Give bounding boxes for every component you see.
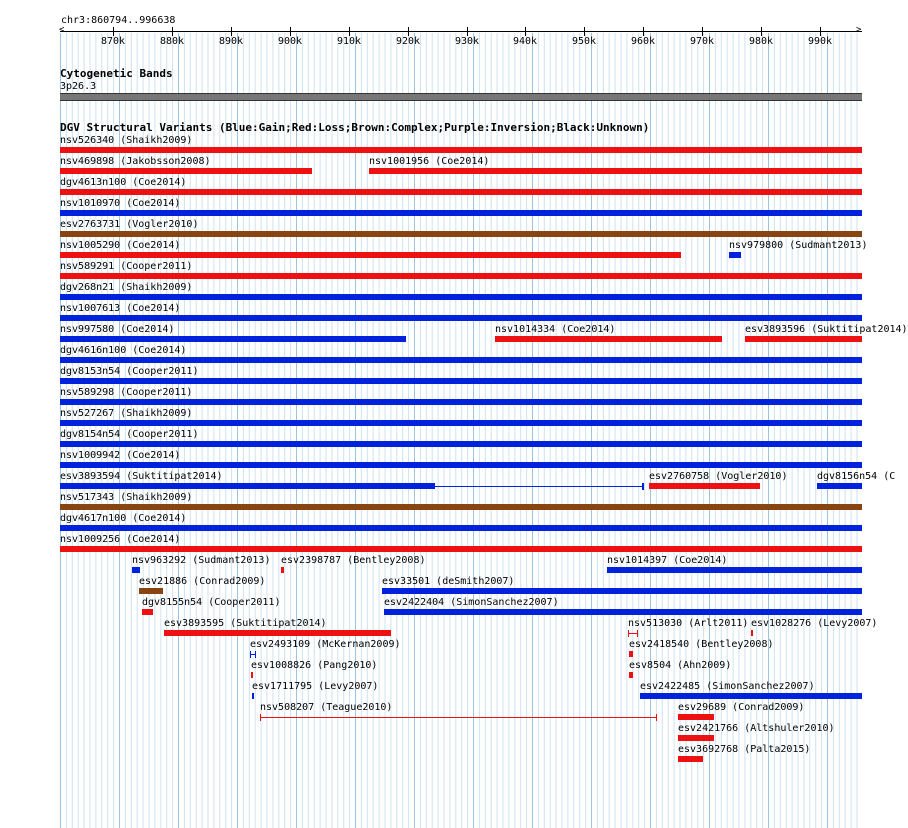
ruler-tick-mark [584,27,585,36]
sv-feature-label[interactable]: esv1028276 (Levy2007) [751,618,878,629]
ruler-tick-mark [290,27,291,36]
sv-feature-label[interactable]: nsv1014397 (Coe2014) [607,555,728,566]
ruler-tick-label: 960k [630,36,656,47]
sv-feature-label[interactable]: nsv1001956 (Coe2014) [369,156,490,167]
ruler-tick-mark [702,27,703,36]
sv-feature-bar[interactable] [251,672,253,678]
sv-feature-label[interactable]: dgv8153n54 (Cooper2011) [60,366,199,377]
sv-feature-label[interactable]: nsv1007613 (Coe2014) [60,303,181,314]
sv-feature-bar[interactable] [817,483,862,489]
sv-feature-bar[interactable] [60,378,862,384]
sv-feature-label[interactable]: esv33501 (deSmith2007) [382,576,515,587]
sv-feature-bar[interactable] [678,735,714,741]
sv-feature-label[interactable]: esv3692768 (Palta2015) [678,744,811,755]
ruler-tick-label: 970k [689,36,715,47]
sv-feature-endcap [637,630,638,637]
sv-feature-label[interactable]: esv2418540 (Bentley2008) [629,639,774,650]
sv-feature-bar[interactable] [384,609,862,615]
sv-feature-bar[interactable] [60,189,862,195]
sv-feature-endcap [250,651,251,658]
ruler-tick-mark [349,27,350,36]
sv-feature-label[interactable]: esv29689 (Conrad2009) [678,702,805,713]
ruler-coordinate-label: chr3:860794..996638 [61,15,176,26]
sv-feature-label[interactable]: nsv469898 (Jakobsson2008) [60,156,211,167]
ruler-tick-mark [820,27,821,36]
sv-feature-bar[interactable] [382,588,862,594]
sv-feature-label[interactable]: nsv589298 (Cooper2011) [60,387,193,398]
sv-feature-bar[interactable] [60,525,862,531]
sv-feature-label[interactable]: nsv1009256 (Coe2014) [60,534,181,545]
ruler-tick-mark [525,27,526,36]
sv-feature-label[interactable]: esv21886 (Conrad2009) [139,576,266,587]
sv-feature-label[interactable]: nsv1005290 (Coe2014) [60,240,181,251]
cytoband-bar[interactable] [60,93,862,101]
ruler-tick-label: 910k [336,36,362,47]
sv-feature-bar[interactable] [649,483,760,489]
sv-feature-label[interactable]: dgv8156n54 (C [817,471,896,482]
sv-feature-label[interactable]: dgv268n21 (Shaikh2009) [60,282,193,293]
sv-feature-label[interactable]: esv2422485 (SimonSanchez2007) [640,681,815,692]
sv-feature-bar[interactable] [678,714,714,720]
ruler-tick-mark [408,27,409,36]
sv-feature-label[interactable]: nsv1009942 (Coe2014) [60,450,181,461]
ruler-tick-label: 980k [748,36,774,47]
sv-feature-bar[interactable] [60,441,862,447]
sv-feature-label[interactable]: nsv997580 (Coe2014) [60,324,175,335]
sv-feature-label[interactable]: esv3893596 (Suktitipat2014) [745,324,908,335]
ruler-tick-label: 890k [218,36,244,47]
sv-feature-endcap [628,630,629,637]
ruler-tick-mark [231,27,232,36]
sv-feature-bar[interactable] [252,693,254,699]
sv-feature-label[interactable]: esv2763731 (Vogler2010) [60,219,199,230]
ruler-tick-label: 870k [100,36,126,47]
ruler-tick-label: 930k [454,36,480,47]
sv-feature-bar[interactable] [640,693,862,699]
sv-feature-bar[interactable] [60,168,312,174]
sv-feature-label[interactable]: dgv8154n54 (Cooper2011) [60,429,199,440]
sv-feature-bar[interactable] [142,609,153,615]
sv-feature-label[interactable]: nsv526340 (Shaikh2009) [60,135,193,146]
ruler-tick-label: 940k [512,36,538,47]
ruler-tick-mark [113,27,114,36]
sv-feature-endcap [260,714,261,721]
sv-feature-bar[interactable] [745,336,862,342]
sv-feature-label[interactable]: esv1711795 (Levy2007) [252,681,379,692]
sv-feature-bar[interactable] [729,252,741,258]
sv-feature-bar[interactable] [60,147,862,153]
sv-feature-label[interactable]: nsv517343 (Shaikh2009) [60,492,193,503]
sv-feature-bar[interactable] [60,483,435,489]
sv-feature-label[interactable]: nsv963292 (Sudmant2013) [132,555,271,566]
sv-feature-label[interactable]: esv3893594 (Suktitipat2014) [60,471,223,482]
ruler-tick-mark [172,27,173,36]
sv-feature-bar[interactable] [60,357,862,363]
ruler-tick-label: 920k [395,36,421,47]
sv-feature-label[interactable]: esv2493109 (McKernan2009) [250,639,401,650]
sv-feature-bar[interactable] [60,273,862,279]
sv-feature-bar[interactable] [60,252,681,258]
sv-feature-bar[interactable] [281,567,284,573]
sv-feature-bar[interactable] [60,546,862,552]
sv-feature-endcap [656,714,657,721]
sv-feature-label[interactable]: dgv4617n100 (Coe2014) [60,513,187,524]
ruler-left-arrow: < [59,25,65,35]
sv-feature-label[interactable]: dgv8155n54 (Cooper2011) [142,597,281,608]
sv-feature-connector[interactable] [435,486,642,487]
ruler-tick-label: 880k [159,36,185,47]
sv-feature-bar[interactable] [60,420,862,426]
sv-feature-bar[interactable] [60,315,862,321]
sv-feature-label[interactable]: esv1008826 (Pang2010) [251,660,378,671]
sv-feature-label[interactable]: esv2421766 (Altshuler2010) [678,723,835,734]
sv-feature-label[interactable]: nsv1010970 (Coe2014) [60,198,181,209]
sv-feature-span[interactable] [260,717,657,718]
sv-feature-label[interactable]: nsv979800 (Sudmant2013) [729,240,868,251]
cytoband-label: 3p26.3 [60,81,97,92]
sv-feature-bar[interactable] [369,168,862,174]
ruler-tick-label: 950k [571,36,597,47]
sv-feature-bar[interactable] [60,462,862,468]
sv-feature-bar[interactable] [60,399,862,405]
sv-feature-bar[interactable] [60,231,862,237]
sv-feature-label[interactable]: nsv589291 (Cooper2011) [60,261,193,272]
cytogenetic-bands-title: Cytogenetic Bands [60,67,173,80]
sv-feature-bar[interactable] [495,336,722,342]
sv-feature-label[interactable]: esv8504 (Ahn2009) [629,660,732,671]
sv-feature-bar[interactable] [132,567,140,573]
sv-feature-label[interactable]: nsv1014334 (Coe2014) [495,324,616,335]
sv-feature-endcap [642,483,644,490]
sv-feature-label[interactable]: esv2398787 (Bentley2008) [281,555,426,566]
sv-feature-endcap [255,651,256,658]
sv-feature-label[interactable]: dgv4616n100 (Coe2014) [60,345,187,356]
sv-feature-label[interactable]: nsv527267 (Shaikh2009) [60,408,193,419]
sv-feature-bar[interactable] [60,210,862,216]
ruler-tick-mark [467,27,468,36]
ruler-tick-mark [761,27,762,36]
sv-feature-bar[interactable] [751,630,753,636]
sv-feature-bar[interactable] [139,588,163,594]
ruler-right-arrow: > [856,25,862,35]
sv-feature-bar[interactable] [629,672,633,678]
sv-feature-bar[interactable] [60,294,862,300]
sv-feature-bar[interactable] [164,630,391,636]
sv-feature-label[interactable]: esv3893595 (Suktitipat2014) [164,618,327,629]
dgv-track-title: DGV Structural Variants (Blue:Gain;Red:Loss;Brown:Complex;Purple:Inversion;Black:Unknown) [60,121,650,134]
sv-feature-bar[interactable] [629,651,633,657]
sv-feature-label[interactable]: dgv4613n100 (Coe2014) [60,177,187,188]
sv-feature-label[interactable]: esv2760758 (Vogler2010) [649,471,788,482]
sv-feature-bar[interactable] [60,336,406,342]
sv-feature-bar[interactable] [678,756,703,762]
ruler-tick-label: 900k [277,36,303,47]
sv-feature-label[interactable]: nsv513030 (Arlt2011) [628,618,749,629]
ruler-axis [60,31,862,32]
sv-feature-bar[interactable] [60,504,862,510]
sv-feature-label[interactable]: nsv508207 (Teague2010) [260,702,393,713]
ruler-tick-mark [643,27,644,36]
sv-feature-label[interactable]: esv2422404 (SimonSanchez2007) [384,597,559,608]
sv-feature-bar[interactable] [607,567,862,573]
ruler-tick-label: 990k [807,36,833,47]
